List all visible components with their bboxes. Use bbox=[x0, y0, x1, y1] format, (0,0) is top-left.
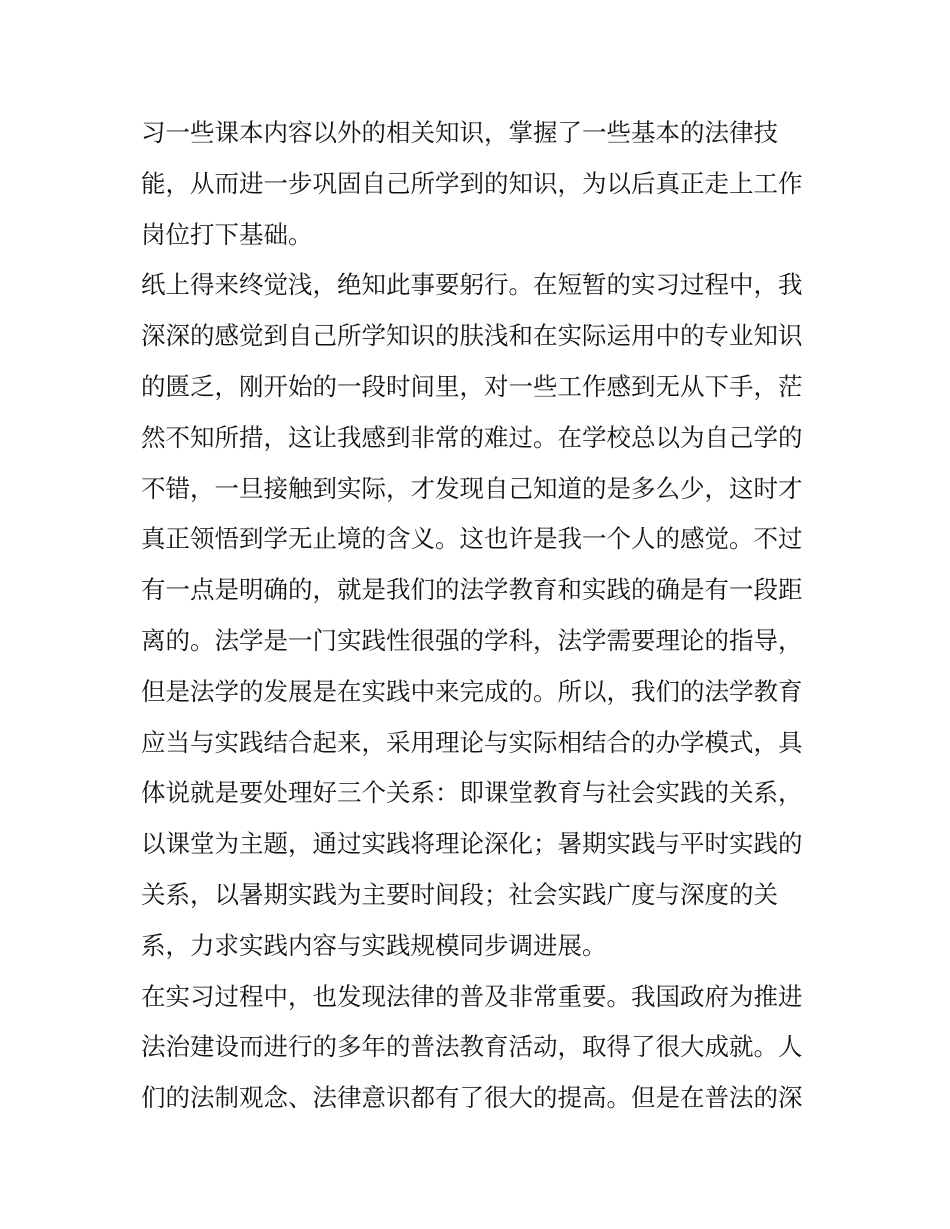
text-line: 关系，以暑期实践为主要时间段；社会实践广度与深度的关 bbox=[141, 879, 778, 909]
text-line: 应当与实践结合起来，采用理论与实际相结合的办学模式，具 bbox=[141, 727, 803, 757]
text-line: 体说就是要处理好三个关系：即课堂教育与社会实践的关系， bbox=[141, 778, 803, 808]
text-line: 离的。法学是一门实践性很强的学科，法学需要理论的指导， bbox=[141, 625, 803, 655]
text-line: 然不知所措，这让我感到非常的难过。在学校总以为自己学的 bbox=[141, 422, 803, 452]
text-line: 系，力求实践内容与实践规模同步调进展。 bbox=[141, 930, 607, 960]
text-line: 们的法制观念、法律意识都有了很大的提高。但是在普法的深 bbox=[141, 1083, 803, 1113]
text-line: 能，从而进一步巩固自己所学到的知识，为以后真正走上工作 bbox=[141, 168, 803, 198]
text-line: 纸上得来终觉浅，绝知此事要躬行。在短暂的实习过程中，我 bbox=[141, 270, 803, 300]
body-text bbox=[141, 108, 821, 1124]
text-line: 深深的感觉到自己所学知识的肤浅和在实际运用中的专业知识 bbox=[141, 321, 803, 351]
text-line: 以课堂为主题，通过实践将理论深化；暑期实践与平时实践的 bbox=[141, 829, 803, 859]
text-line: 岗位打下基础。 bbox=[141, 219, 313, 249]
text-line: 有一点是明确的，就是我们的法学教育和实践的确是有一段距 bbox=[141, 575, 803, 605]
text-line: 的匮乏，刚开始的一段时间里，对一些工作感到无从下手，茫 bbox=[141, 371, 803, 401]
text-line: 真正领悟到学无止境的含义。这也许是我一个人的感觉。不过 bbox=[141, 524, 803, 554]
text-line: 法治建设而进行的多年的普法教育活动，取得了很大成就。人 bbox=[141, 1032, 803, 1062]
text-line: 在实习过程中，也发现法律的普及非常重要。我国政府为推进 bbox=[141, 981, 803, 1011]
text-line: 不错，一旦接触到实际，才发现自己知道的是多么少，这时才 bbox=[141, 473, 803, 503]
text-line: 但是法学的发展是在实践中来完成的。所以，我们的法学教育 bbox=[141, 676, 803, 706]
text-line: 习一些课本内容以外的相关知识，掌握了一些基本的法律技 bbox=[141, 118, 778, 147]
